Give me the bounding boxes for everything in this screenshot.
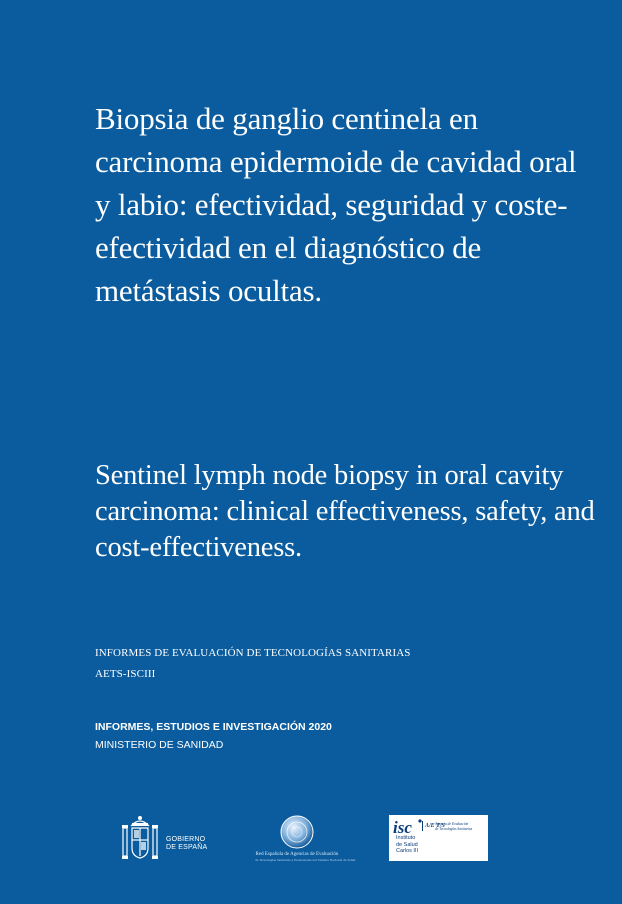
isciii-name bbox=[396, 835, 418, 855]
logo-divider bbox=[422, 821, 423, 831]
isciii-line3: Carlos III bbox=[396, 848, 419, 854]
ministry-name: MINISTERIO DE SANIDAD bbox=[95, 739, 224, 751]
aets-line1: Agencia de Evaluación bbox=[435, 822, 469, 826]
publication-collection: INFORMES, ESTUDIOS E INVESTIGACIÓN 2020 bbox=[95, 721, 332, 733]
aets-line2: de Tecnologías Sanitarias bbox=[435, 826, 473, 831]
gobierno-line1: GOBIERNO bbox=[166, 836, 206, 843]
globe-icon bbox=[277, 814, 317, 850]
publisher-block bbox=[95, 718, 332, 754]
red-agencias-name: Red Española de Agencias de Evaluación bbox=[255, 852, 339, 857]
svg-text:isc: isc bbox=[393, 818, 412, 836]
series-name: INFORMES DE EVALUACIÓN DE TECNOLOGÍAS SANITARIAS bbox=[95, 647, 411, 659]
red-agencias-logo bbox=[255, 814, 356, 868]
series-agency: AETS-ISCIII bbox=[95, 668, 156, 680]
gobierno-line2: DE ESPAÑA bbox=[166, 844, 208, 851]
coat-of-arms-icon bbox=[120, 814, 160, 864]
red-agencias-subtitle: de Tecnologías Sanitarias y Prestaciones del Sistema Nacional de Salud bbox=[255, 858, 356, 862]
isciii-line2: de Salud bbox=[396, 841, 418, 848]
isciii-mark-icon bbox=[393, 818, 423, 836]
aets-mark: A/E T/S bbox=[425, 823, 445, 829]
gobierno-text bbox=[166, 836, 207, 852]
title-spanish: Biopsia de ganglio centinela en carcinoma epidermoide de cavidad oral y labio: efectividad, seguridad y coste-efectividad en el diagnóstico de metástasis ocultas. bbox=[95, 101, 577, 308]
title-english: Sentinel lymph node biopsy in oral cavity carcinoma: clinical effectiveness, safety, and cost-effectiveness. bbox=[95, 460, 595, 563]
gobierno-de-espana-logo bbox=[120, 814, 220, 864]
aets-name bbox=[435, 822, 472, 831]
isciii-line1: Instituto bbox=[396, 835, 416, 841]
report-series bbox=[95, 643, 411, 685]
logo-bar bbox=[0, 808, 622, 868]
isciii-aets-logo bbox=[389, 815, 488, 861]
